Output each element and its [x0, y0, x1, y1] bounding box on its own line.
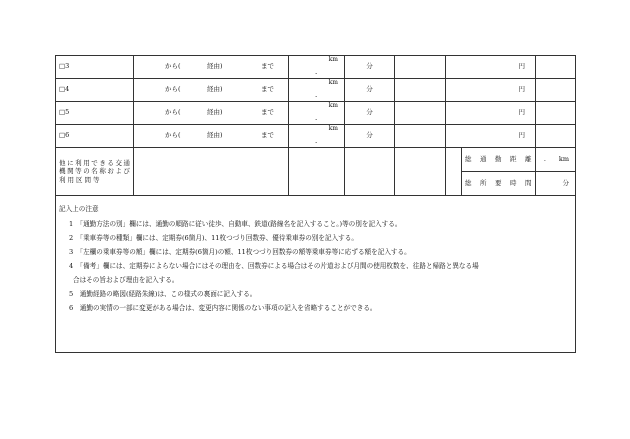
minutes-cell[interactable] — [345, 56, 395, 79]
yen-unit: 円 — [518, 131, 525, 140]
from-label: から( — [165, 62, 181, 71]
minutes-unit: 分 — [366, 85, 373, 94]
other-transport-name-cell[interactable] — [134, 148, 289, 196]
distance-cell[interactable] — [289, 102, 345, 125]
other-transport-cell[interactable] — [446, 148, 462, 196]
route-table — [55, 55, 576, 353]
minutes-unit: 分 — [366, 62, 373, 71]
km-unit: km — [328, 125, 338, 132]
from-label: から( — [165, 85, 181, 94]
ticket-type-cell[interactable] — [395, 56, 446, 79]
remarks-cell[interactable] — [536, 56, 576, 79]
to-label: まで — [261, 85, 274, 94]
note-item: 4 「備考」欄には、定期券によらない場合にはその理由を、回数券による場合はその片道および月間の使用枚数を、往路と帰路と異なる場 — [69, 262, 479, 270]
km-decimal: . — [315, 90, 318, 99]
commute-form — [55, 55, 575, 353]
amount-cell[interactable] — [446, 125, 536, 148]
route-cell[interactable] — [134, 125, 289, 148]
to-label: まで — [261, 131, 274, 140]
other-label-line: 他に利用できる交通 — [59, 159, 130, 168]
minutes-unit: 分 — [366, 131, 373, 140]
minutes-cell[interactable] — [345, 79, 395, 102]
route-row-4 — [56, 79, 576, 102]
route-checkbox[interactable]: □6 — [56, 125, 134, 148]
route-checkbox[interactable]: □4 — [56, 79, 134, 102]
note-item: 6 通勤の実情の一部に変更がある場合は、変更内容に関係のない事項の記入を省略することができる。 — [69, 304, 377, 312]
other-transport-label — [56, 148, 134, 196]
amount-cell[interactable] — [446, 56, 536, 79]
route-checkbox[interactable]: □5 — [56, 102, 134, 125]
ticket-type-cell[interactable] — [395, 102, 446, 125]
note-item: 3 「左欄の乗車券等の額」欄には、定期券(6箇月)の額、11枚つづり回数券の額等乗車券等に応ずる額を記入する。 — [69, 248, 411, 256]
ticket-type-cell[interactable] — [395, 79, 446, 102]
route-row-3 — [56, 56, 576, 79]
other-transport-cell[interactable] — [289, 148, 345, 196]
to-label: まで — [261, 62, 274, 71]
via-label: 経由) — [207, 85, 223, 94]
yen-unit: 円 — [518, 108, 525, 117]
notes-row — [56, 196, 576, 353]
km-decimal: . — [315, 113, 318, 122]
other-label-line: 機関等の名称および — [59, 167, 130, 176]
note-item-continued: 合はその旨および理由を記入する。 — [73, 276, 179, 284]
km-decimal: . — [315, 67, 318, 76]
route-checkbox[interactable]: □3 — [56, 56, 134, 79]
km-unit: km — [328, 56, 338, 63]
note-item: 1 「通勤方法の別」欄には、通勤の順路に従い徒歩、自動車、鉄道(路線名を記入すること。)等の別を記入する。 — [69, 220, 402, 228]
remarks-cell[interactable] — [536, 125, 576, 148]
total-time-value[interactable]: 分 — [536, 172, 576, 196]
distance-cell[interactable] — [289, 125, 345, 148]
other-transport-cell[interactable] — [345, 148, 395, 196]
distance-cell[interactable] — [289, 79, 345, 102]
from-label: から( — [165, 131, 181, 140]
route-cell[interactable] — [134, 102, 289, 125]
route-cell[interactable] — [134, 79, 289, 102]
route-cell[interactable] — [134, 56, 289, 79]
amount-cell[interactable] — [446, 79, 536, 102]
via-label: 経由) — [207, 108, 223, 117]
distance-cell[interactable] — [289, 56, 345, 79]
route-row-5 — [56, 102, 576, 125]
via-label: 経由) — [207, 131, 223, 140]
total-distance-value[interactable]: . km — [536, 148, 576, 172]
amount-cell[interactable] — [446, 102, 536, 125]
via-label: 経由) — [207, 62, 223, 71]
minutes-cell[interactable] — [345, 125, 395, 148]
total-distance-label: 総通勤距離 — [462, 148, 536, 172]
ticket-type-cell[interactable] — [395, 125, 446, 148]
km-unit: km — [328, 102, 338, 109]
to-label: まで — [261, 108, 274, 117]
notes-section — [56, 196, 576, 353]
minutes-unit: 分 — [366, 108, 373, 117]
route-row-6 — [56, 125, 576, 148]
total-time-label: 総所要時間 — [462, 172, 536, 196]
notes-title: 記入上の注意 — [59, 205, 99, 213]
yen-unit: 円 — [518, 62, 525, 71]
km-unit: km — [328, 79, 338, 86]
note-item: 5 通勤経路の略図(経路朱線)は、この様式の裏面に記入する。 — [69, 290, 257, 298]
other-label-line: 利用区間等 — [59, 175, 102, 184]
other-transport-cell[interactable] — [395, 148, 446, 196]
other-transport-row-1 — [56, 148, 576, 172]
yen-unit: 円 — [518, 85, 525, 94]
km-decimal: . — [315, 136, 318, 145]
remarks-cell[interactable] — [536, 79, 576, 102]
remarks-cell[interactable] — [536, 102, 576, 125]
note-item: 2 「乗車券等の種類」欄には、定期券(6箇月)、11枚つづり回数券、優待乗車券の別を記入する。 — [69, 234, 358, 242]
minutes-cell[interactable] — [345, 102, 395, 125]
from-label: から( — [165, 108, 181, 117]
